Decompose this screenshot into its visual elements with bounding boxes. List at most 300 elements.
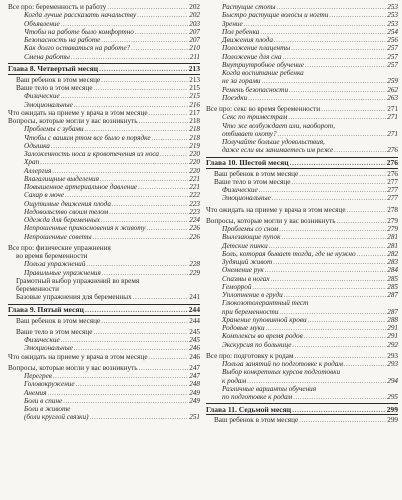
toc-entry — [206, 206, 398, 214]
toc-page-number: 218 — [189, 125, 200, 134]
dot-leader — [146, 224, 188, 232]
toc-entry-title: Все про: подготовку к родам — [206, 351, 294, 360]
dot-leader — [90, 413, 189, 421]
toc-page-number: 288 — [387, 315, 398, 324]
toc-entry — [8, 344, 200, 352]
toc-entry-title: Секс по триместрам — [222, 113, 288, 122]
toc-page-number: 219 — [189, 141, 200, 150]
toc-entry-title: Объявление — [24, 19, 60, 28]
dot-leader — [299, 416, 386, 424]
toc-page-number: 287 — [387, 307, 398, 316]
toc-entry — [8, 109, 200, 117]
toc-entry — [206, 258, 398, 266]
toc-entry-title: Выбор конкретных курсов подготовки — [222, 368, 341, 377]
toc-entry-title: Одежда для беременных — [24, 216, 100, 224]
toc-entry — [206, 332, 398, 340]
dot-leader — [61, 92, 189, 100]
dot-leader — [139, 364, 189, 372]
toc-page-number: 281 — [387, 233, 398, 242]
toc-page-number: 257 — [387, 44, 398, 53]
toc-entry-title: Как долго оставаться на работе? — [24, 44, 131, 53]
toc-page-number: 246 — [189, 344, 200, 353]
toc-entry — [206, 283, 398, 291]
dot-leader — [61, 20, 189, 28]
toc-entry — [8, 208, 200, 216]
toc-entry — [8, 125, 200, 133]
toc-page-number: 224 — [189, 216, 200, 224]
toc-entry-title: Онемение рук — [222, 266, 264, 275]
toc-entry-title: Различные варианты обучения — [222, 384, 317, 393]
toc-entry-title: Эмоциональные — [24, 344, 73, 353]
toc-entry-title: Экскурсия по больнице — [222, 340, 292, 349]
dot-leader — [109, 208, 188, 216]
dot-leader — [152, 134, 189, 142]
toc-page-number: 285 — [387, 274, 398, 283]
toc-chapter-heading — [8, 63, 200, 75]
toc-page-number: 222 — [189, 191, 200, 200]
toc-page-number: 215 — [189, 84, 200, 92]
dot-leader — [272, 194, 386, 202]
dot-leader — [74, 101, 188, 109]
dot-leader — [295, 352, 387, 360]
toc-page-number: 271 — [387, 129, 398, 138]
toc-entry-title: Хранение пуповинной крови — [222, 315, 307, 324]
toc-page-number: 244 — [188, 305, 200, 314]
toc-entry — [8, 269, 200, 277]
toc-entry-title: Анемия — [24, 388, 47, 397]
toc-entry-title: во время беременности — [16, 252, 88, 260]
toc-page-number: 207 — [189, 36, 200, 44]
toc-entry — [206, 368, 398, 376]
toc-entry-title: Получайте больше удовольствия, — [222, 138, 325, 146]
toc-entry — [8, 167, 200, 175]
dot-leader — [65, 191, 188, 199]
dot-leader — [321, 105, 386, 113]
toc-entry — [8, 200, 200, 208]
dot-leader — [133, 293, 189, 301]
toc-entry-title: Все про: физические упражнения — [8, 243, 111, 252]
toc-entry-title: Базовые упражнения для беременных — [16, 293, 132, 302]
dot-leader — [85, 125, 189, 133]
toc-page-number: 277 — [387, 194, 398, 203]
dot-leader — [135, 28, 188, 36]
toc-page-number: 253 — [387, 3, 398, 11]
toc-entry-title: Боль, которая бывает тогда, где не нужно — [222, 249, 356, 258]
toc-entry — [8, 317, 200, 325]
toc-page-number: 257 — [387, 52, 398, 61]
toc-entry-title: Грамотный выбор упражнений во время — [16, 276, 140, 285]
toc-entry — [8, 277, 200, 285]
toc-entry — [8, 11, 200, 19]
dot-leader — [86, 260, 188, 268]
toc-entry — [8, 336, 200, 344]
toc-page-number: 291 — [387, 324, 398, 332]
toc-entry-title: Ремень безопасности — [222, 85, 289, 94]
toc-entry — [8, 389, 200, 397]
toc-entry-title: Чтобы на работе было комфортно — [24, 27, 134, 36]
toc-entry-title: Вопросы, которые могли у вас возникнуть — [8, 363, 138, 372]
toc-entry — [206, 146, 398, 154]
toc-page-number: 279 — [387, 216, 398, 225]
toc-entry — [8, 353, 200, 361]
toc-entry — [206, 377, 398, 385]
dot-leader — [248, 94, 386, 102]
toc-page-number: 221 — [189, 174, 200, 183]
toc-entry-title: Головокружение — [24, 380, 75, 389]
toc-entry — [206, 77, 398, 85]
toc-page-number: 287 — [387, 291, 398, 299]
toc-page-number: 299 — [387, 416, 398, 425]
dot-leader — [304, 332, 386, 340]
toc-entry-title: Храп — [24, 158, 40, 167]
dot-leader — [299, 170, 386, 178]
dot-leader — [244, 20, 387, 28]
toc-page-number: 259 — [387, 77, 398, 86]
toc-entry — [8, 53, 200, 61]
dot-leader — [282, 53, 386, 61]
dot-leader — [137, 11, 188, 19]
toc-entry-title: при беременности — [222, 307, 279, 316]
toc-page-number: 284 — [387, 266, 398, 275]
toc-entry-title: Зудящий живот — [222, 258, 273, 266]
toc-entry — [8, 364, 200, 372]
dot-leader — [247, 377, 386, 385]
toc-entry — [8, 191, 200, 199]
toc-entry — [8, 372, 200, 380]
toc-page-number: 229 — [189, 268, 200, 277]
toc-page-number: 246 — [189, 352, 200, 361]
toc-entry — [206, 86, 398, 94]
toc-page-number: 292 — [387, 340, 398, 349]
toc-page-number: 211 — [189, 52, 200, 61]
toc-entry — [206, 3, 398, 11]
toc-entry-title: отбивает охоту? — [222, 129, 277, 138]
toc-entry — [206, 69, 398, 77]
toc-entry — [206, 352, 398, 360]
dot-leader — [284, 291, 386, 299]
toc-page-number: 241 — [189, 293, 200, 302]
toc-entry-title: Что ожидать на приеме у врача в этом месяце — [206, 205, 346, 214]
toc-entry-title: (боли круглой связки) — [24, 413, 89, 422]
toc-right-column — [206, 3, 398, 425]
toc-page-number: 244 — [189, 316, 200, 325]
toc-entry-title: Ваше тело в этом месяце — [16, 327, 93, 336]
dot-leader — [71, 53, 189, 61]
dot-leader — [259, 186, 387, 194]
toc-entry — [8, 3, 200, 11]
dot-leader — [74, 344, 188, 352]
dot-leader — [334, 146, 386, 154]
dot-leader — [76, 380, 189, 388]
toc-page-number: 293 — [387, 360, 398, 368]
toc-entry-title: Положение для сна — [222, 52, 282, 61]
toc-page-number: 207 — [189, 27, 200, 36]
toc-entry-title: Пол ребенка — [222, 27, 260, 36]
dot-leader — [48, 389, 189, 397]
toc-entry-title: Недовольство своим телом — [24, 207, 109, 216]
toc-page-number: 210 — [189, 44, 200, 53]
dot-leader — [101, 216, 188, 224]
toc-page-number: 216 — [189, 100, 200, 109]
toc-entry — [206, 393, 398, 401]
toc-entry-title: Глава 11. Седьмой месяц — [206, 404, 292, 414]
toc-page-number: 291 — [387, 332, 398, 341]
toc-entry — [206, 28, 398, 36]
toc-page-number: 202 — [189, 3, 200, 11]
toc-page-number: 220 — [189, 158, 200, 167]
dot-leader — [160, 150, 188, 158]
toc-entry-title: Физические — [222, 186, 258, 194]
dot-leader — [252, 283, 386, 291]
toc-page-number: 256 — [387, 36, 398, 44]
toc-entry — [206, 324, 398, 332]
toc-entry — [8, 117, 200, 125]
toc-entry-title: Внутриутробное обучение — [222, 60, 304, 69]
dot-leader — [291, 44, 386, 52]
dot-leader — [101, 317, 188, 325]
dot-leader — [63, 397, 188, 405]
dot-leader — [138, 183, 188, 191]
toc-entry-title: даже если вы занимаетесь им реже — [222, 146, 334, 155]
toc-entry — [206, 170, 398, 178]
dot-leader — [93, 84, 188, 92]
dot-leader — [61, 336, 189, 344]
toc-entry-title: Поездки — [222, 93, 248, 102]
toc-entry — [206, 242, 398, 250]
toc-entry — [206, 233, 398, 241]
toc-page-number: 213 — [188, 64, 200, 74]
toc-page-number: 257 — [387, 60, 398, 69]
toc-entry-title: Глюкозотолерантный тест — [222, 299, 309, 308]
toc-page-number: 248 — [189, 380, 200, 389]
toc-page-number: 263 — [387, 93, 398, 102]
toc-entry — [8, 92, 200, 100]
toc-entry-title: Аллергия — [24, 166, 52, 175]
toc-page-number: 213 — [189, 75, 200, 84]
toc-entry-title: Уплотнение в груди — [222, 291, 283, 299]
dot-leader — [278, 130, 387, 138]
dot-leader — [279, 225, 386, 233]
toc-entry — [8, 233, 200, 241]
toc-entry-title: Глава 9. Пятый месяц — [8, 305, 84, 314]
toc-entry-title: Растущие стопы — [222, 3, 276, 11]
toc-entry-title: Спазмы в ногах — [222, 274, 270, 283]
dot-leader — [112, 200, 188, 208]
toc-entry-title: Вопросы, которые могли у вас возникнуть — [206, 216, 336, 225]
dot-leader — [293, 393, 386, 401]
toc-entry-title: Физические — [24, 336, 60, 344]
toc-page-number: 276 — [386, 158, 398, 167]
toc-entry — [206, 275, 398, 283]
toc-entry — [206, 113, 398, 121]
toc-entry-title: Польза упражнений — [24, 260, 86, 269]
toc-entry — [206, 186, 398, 194]
dot-leader — [101, 36, 188, 44]
dot-leader — [93, 233, 189, 241]
toc-entry-title: Ощутимые движения плода — [24, 199, 111, 208]
toc-entry — [8, 142, 200, 150]
toc-entry — [206, 122, 398, 130]
toc-entry-title: Эмоциональные — [222, 194, 271, 203]
toc-chapter-heading — [206, 157, 398, 169]
toc-entry-title: Детские пинки — [222, 241, 268, 250]
toc-entry-title: к родам — [222, 376, 247, 385]
toc-page-number: 278 — [387, 205, 398, 214]
toc-page-number: 294 — [387, 376, 398, 385]
toc-page-number: 271 — [387, 113, 398, 122]
toc-page-number: 203 — [189, 19, 200, 28]
dot-leader — [107, 3, 188, 11]
toc-page-number: 253 — [387, 19, 398, 28]
toc-entry — [206, 94, 398, 102]
toc-entry — [8, 44, 200, 52]
toc-entry-title: беременности — [16, 285, 59, 293]
dot-leader — [347, 206, 387, 214]
toc-page-number: 218 — [189, 133, 200, 142]
toc-entry — [206, 316, 398, 324]
dot-leader — [337, 217, 387, 225]
dot-leader — [273, 258, 386, 266]
toc-entry-title: Вопросы, которые могли у вас возникнуть — [8, 117, 138, 125]
toc-entry-title: Одышка — [24, 141, 50, 150]
toc-entry — [8, 252, 200, 260]
toc-entry-title: Положение плаценты — [222, 44, 291, 53]
toc-entry — [206, 385, 398, 393]
toc-page-number: 220 — [189, 150, 200, 158]
dot-leader — [308, 316, 387, 324]
toc-entry — [8, 216, 200, 224]
toc-entry-title: Родовые муки — [222, 324, 265, 332]
toc-entry — [206, 194, 398, 202]
toc-entry-title: Проблемы со сном — [222, 225, 279, 233]
toc-entry — [206, 20, 398, 28]
dot-leader — [85, 305, 188, 314]
toc-page-number: 249 — [189, 388, 200, 397]
dot-leader — [53, 372, 188, 380]
toc-entry-title: Заложенность носа и кровотечения из носа — [24, 150, 160, 158]
toc-page-number: 276 — [387, 146, 398, 155]
toc-entry — [8, 134, 200, 142]
toc-entry-title: Боли в животе — [24, 405, 71, 413]
toc-page-number: 295 — [387, 393, 398, 401]
toc-entry — [206, 178, 398, 186]
toc-entry-title: Эмоциональные — [24, 100, 73, 109]
toc-entry — [8, 413, 200, 421]
toc-entry-title: Комплексы во время родов — [222, 332, 303, 341]
dot-leader — [271, 275, 387, 283]
toc-entry — [206, 138, 398, 146]
toc-entry-title: Проблемы с зубами — [24, 125, 84, 134]
dot-leader — [262, 77, 387, 85]
toc-entry-title: Боли в спине — [24, 396, 63, 405]
dot-leader — [266, 324, 387, 332]
dot-leader — [357, 250, 387, 258]
toc-page-number: 220 — [189, 166, 200, 175]
toc-page-number: 218 — [189, 117, 200, 125]
toc-entry-title: Смена работы — [24, 52, 70, 61]
toc-entry — [206, 266, 398, 274]
toc-entry — [206, 225, 398, 233]
toc-entry-title: Ваше тело в этом месяце — [214, 177, 291, 186]
toc-entry-title: не за горами — [222, 77, 261, 86]
toc-page-number: 202 — [189, 11, 200, 20]
toc-entry — [8, 328, 200, 336]
toc-page-number: 249 — [189, 396, 200, 405]
toc-entry-title: Непрошенные советы — [24, 232, 92, 241]
toc-entry-title: Что ожидать на приеме у врача в этом месяце — [8, 108, 148, 117]
toc-entry-title: Быстро растущие волосы и ногти — [222, 11, 329, 20]
toc-entry — [8, 224, 200, 232]
toc-page-number: 254 — [387, 27, 398, 36]
toc-entry — [206, 44, 398, 52]
toc-page-number: 293 — [387, 351, 398, 360]
dot-leader — [40, 158, 188, 166]
toc-entry — [8, 405, 200, 413]
toc-entry — [206, 53, 398, 61]
toc-entry-title: Все про: секс во время беременности — [206, 105, 321, 113]
dot-leader — [277, 3, 387, 11]
toc-entry — [8, 150, 200, 158]
toc-page-number: 285 — [387, 282, 398, 291]
dot-leader — [260, 28, 386, 36]
toc-entry — [8, 36, 200, 44]
toc-page-number: 262 — [387, 85, 398, 94]
toc-entry — [206, 308, 398, 316]
toc-page-number: 228 — [189, 260, 200, 269]
toc-entry-title: Геморрой — [222, 282, 252, 291]
toc-entry — [8, 293, 200, 301]
toc-entry-title: Зрение — [222, 19, 243, 28]
toc-entry-title: Перегрев — [24, 372, 52, 380]
dot-leader — [101, 76, 188, 84]
toc-page-number: 217 — [189, 108, 200, 117]
toc-page-number: 281 — [387, 241, 398, 250]
dot-leader — [99, 64, 187, 73]
dot-leader — [281, 233, 386, 241]
toc-page-number: 283 — [387, 258, 398, 266]
toc-page-number: 277 — [387, 177, 398, 186]
dot-leader — [292, 341, 386, 349]
dot-leader — [344, 360, 386, 368]
dot-leader — [52, 167, 188, 175]
dot-leader — [265, 266, 386, 274]
toc-entry — [206, 299, 398, 307]
toc-entry — [206, 61, 398, 69]
toc-page-number: 271 — [387, 105, 398, 113]
toc-left-column — [8, 3, 200, 422]
toc-page-number: 247 — [189, 372, 200, 380]
toc-entry — [206, 341, 398, 349]
toc-page-number: 247 — [189, 363, 200, 372]
toc-page-number: 277 — [387, 186, 398, 194]
dot-leader — [51, 142, 188, 150]
dot-leader — [149, 109, 189, 117]
toc-page-number: 226 — [189, 224, 200, 233]
toc-entry-title: Ваш ребенок в этом месяце — [214, 416, 299, 425]
toc-chapter-heading — [8, 304, 200, 316]
toc-entry-title: Чтобы с вашим ртом все было в порядке — [24, 133, 151, 142]
dot-leader — [289, 86, 386, 94]
toc-entry-title: Все про: беременность и работу — [8, 3, 107, 11]
toc-chapter-heading — [206, 403, 398, 415]
toc-entry-title: Непрошенные прикосновения к животу — [24, 224, 146, 233]
dot-leader — [274, 36, 386, 44]
toc-entry-title: Безопасность на работе — [24, 36, 101, 44]
toc-entry — [206, 416, 398, 424]
toc-entry-title: Физические — [24, 92, 60, 101]
toc-entry-title: Ваш ребенок в этом месяце — [16, 75, 101, 84]
toc-entry — [206, 360, 398, 368]
